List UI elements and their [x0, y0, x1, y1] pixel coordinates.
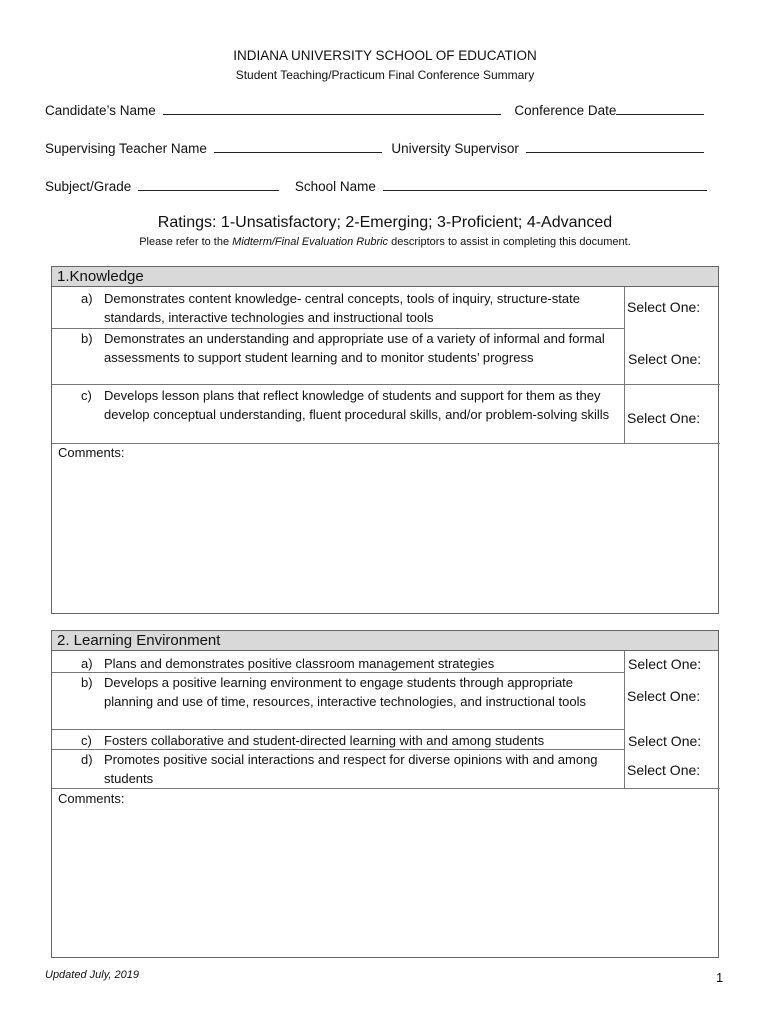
supervising-teacher-field[interactable]: [214, 138, 382, 153]
item-label: c): [81, 733, 92, 748]
knowledge-a-select[interactable]: Select One:: [627, 299, 701, 315]
document-subtitle: Student Teaching/Practicum Final Conference Summary: [235, 68, 535, 82]
knowledge-comments-label: Comments:: [58, 445, 125, 460]
university-supervisor-label: University Supervisor: [391, 141, 519, 156]
section-learning-environment-title: 2. Learning Environment: [52, 631, 718, 651]
divider: [52, 443, 720, 444]
knowledge-comments-area[interactable]: [52, 461, 718, 611]
item-text: Develops a positive learning environment to engage students through appropriate planning and use of time, resources, interactive technologies, and instructional tools: [104, 675, 587, 709]
field-row-subject: [45, 176, 707, 194]
environment-comments-label: Comments:: [58, 791, 125, 806]
section-knowledge: [51, 266, 719, 614]
subject-grade-field[interactable]: [138, 176, 279, 191]
item-label: c): [81, 388, 92, 403]
section-knowledge-title: 1.Knowledge: [52, 267, 718, 287]
divider: [624, 287, 625, 443]
environment-b-select[interactable]: Select One:: [627, 688, 701, 704]
item-text: Fosters collaborative and student-directed learning with and among students: [104, 733, 545, 748]
environment-a-select[interactable]: Select One:: [628, 656, 702, 672]
rubric-reference: Midterm/Final Evaluation Rubric: [232, 236, 389, 248]
conference-date-field[interactable]: [616, 100, 704, 115]
ratings-note-post: descriptors to assist in completing this document.: [388, 236, 631, 248]
item-label: a): [81, 291, 93, 306]
ratings-scale: Ratings: 1-Unsatisfactory; 2-Emerging; 3-Proficient; 4-Advanced: [157, 214, 613, 231]
school-name-label: School Name: [294, 179, 376, 194]
divider: [52, 788, 720, 789]
ratings-note-pre: Please refer to the: [139, 236, 233, 248]
subject-grade-label: Subject/Grade: [45, 179, 132, 194]
conference-date-label: Conference Date: [514, 103, 617, 118]
item-label: b): [81, 331, 93, 346]
knowledge-b-select[interactable]: Select One:: [628, 351, 702, 367]
item-text: Plans and demonstrates positive classroom management strategies: [104, 656, 495, 671]
school-name-field[interactable]: [383, 176, 707, 191]
item-label: b): [81, 675, 93, 690]
environment-comments-area[interactable]: [52, 807, 718, 955]
field-row-supervisors: [45, 138, 704, 156]
knowledge-c-select[interactable]: Select One:: [627, 410, 701, 426]
item-text: Demonstrates content knowledge- central concepts, tools of inquiry, structure-state standards, interactive technologies and instructional tools: [104, 291, 580, 325]
ratings-note: [0, 236, 770, 248]
item-text: Demonstrates an understanding and appropriate use of a variety of informal and formal assessments to support student learning and to monitor students’ progress: [104, 331, 605, 365]
university-supervisor-field[interactable]: [526, 138, 704, 153]
environment-c-select[interactable]: Select One:: [628, 733, 702, 749]
item-label: d): [81, 752, 93, 767]
section-learning-environment: [51, 630, 719, 958]
candidate-name-label: Candidate’s Name: [45, 103, 156, 118]
document-title: INDIANA UNIVERSITY SCHOOL OF EDUCATION: [233, 48, 537, 63]
field-row-candidate: [45, 100, 704, 118]
item-label: a): [81, 656, 93, 671]
divider: [52, 729, 624, 730]
page-number: 1: [716, 970, 724, 985]
item-text: Promotes positive social interactions and respect for diverse opinions with and among students: [104, 752, 598, 786]
supervising-teacher-label: Supervising Teacher Name: [45, 141, 207, 156]
divider: [624, 651, 625, 788]
environment-d-select[interactable]: Select One:: [627, 762, 701, 778]
item-text: Develops lesson plans that reflect knowledge of students and support for them as they develop conceptual understanding, fluent procedural skills, and/or problem-solving skills: [104, 388, 610, 422]
divider: [52, 384, 720, 385]
candidate-name-field[interactable]: [163, 100, 501, 115]
updated-date: Updated July, 2019: [45, 969, 139, 981]
